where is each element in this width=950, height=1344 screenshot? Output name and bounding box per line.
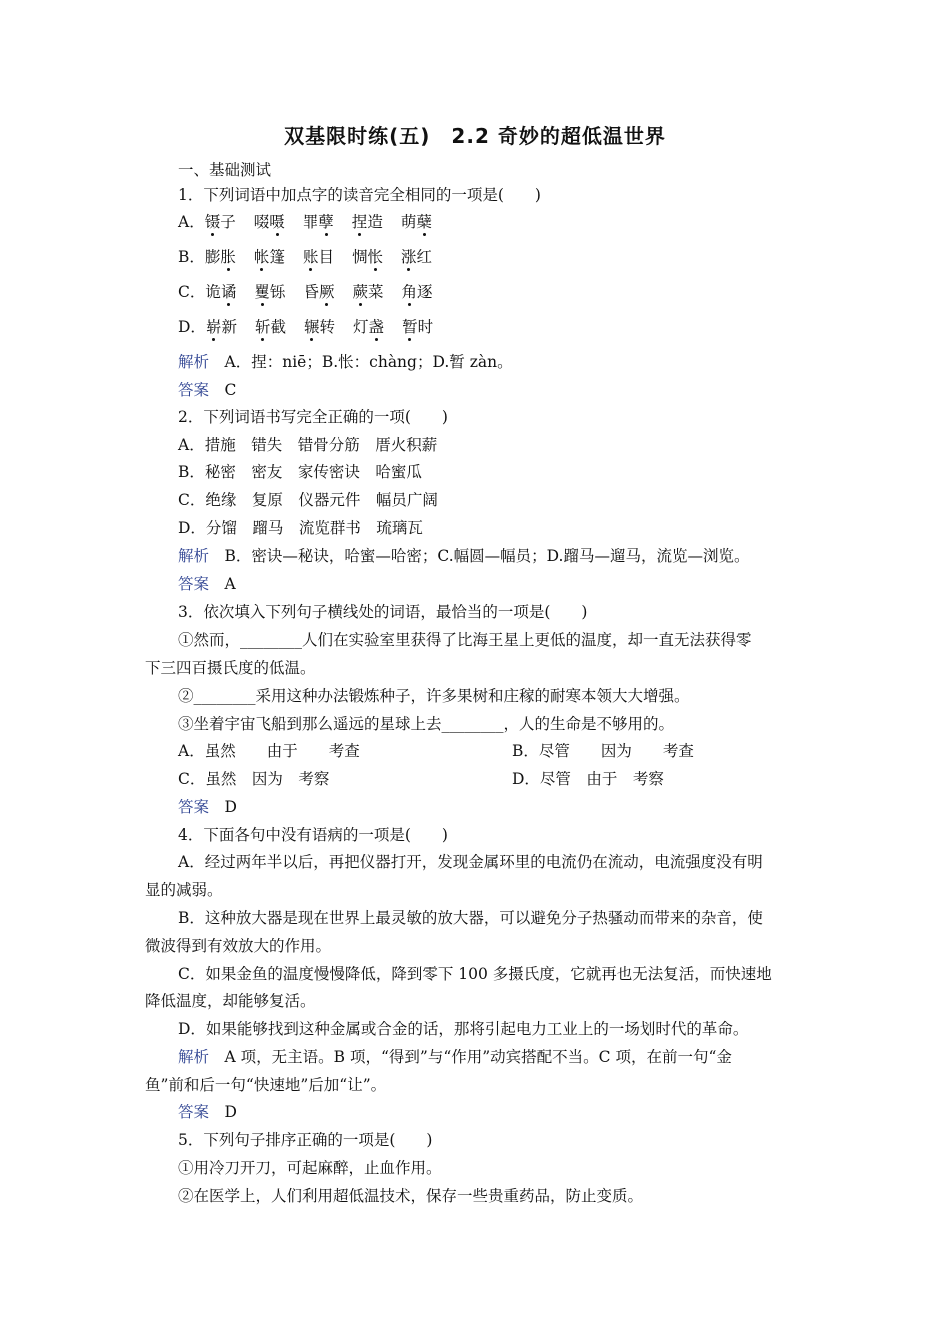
q4-analysis-cont: 鱼”前和后一句“快速地”后加“让”。 bbox=[145, 1076, 387, 1094]
q5-stem: 5．下列句子排序正确的一项是( ) bbox=[178, 1131, 433, 1149]
q5-sentence-2: ②在医学上，人们利用超低温技术，保存一些贵重药品，防止变质。 bbox=[178, 1187, 644, 1205]
q5-sentence-1: ①用冷刀开刀，可起麻醉，止血作用。 bbox=[178, 1159, 442, 1177]
answer-label: 答案 bbox=[178, 798, 210, 816]
section-heading: 一、基础测试 bbox=[178, 161, 272, 179]
page-title: 双基限时练(五) 2.2 奇妙的超低温世界 bbox=[284, 124, 666, 148]
q3-sentence-2: ②________采用这种办法锻炼种子，许多果树和庄稼的耐寒本领大大增强。 bbox=[178, 687, 690, 705]
q2-answer: 答案 A bbox=[178, 575, 236, 593]
q1-answer: 答案 C bbox=[178, 381, 237, 399]
q4-option-d: D．如果能够找到这种金属或合金的话，那将引起电力工业上的一场划时代的革命。 bbox=[178, 1020, 749, 1038]
q4-option-a: A．经过两年半以后，再把仪器打开，发现金属环里的电流仍在流动，电流强度没有明 bbox=[178, 853, 763, 871]
q3-option-c: C．虽然 因为 考察 bbox=[178, 770, 330, 788]
q3-option-a: A．虽然 由于 考查 bbox=[178, 742, 360, 760]
q2-option-a: A．措施 错失 错骨分筋 厝火积薪 bbox=[178, 436, 438, 454]
q3-option-b: B．尽管 因为 考查 bbox=[512, 742, 694, 760]
q4-option-b: B．这种放大器是现在世界上最灵敏的放大器，可以避免分子热骚动而带来的杂音，使 bbox=[178, 909, 763, 927]
q3-sentence-1: ①然而，________人们在实验室里获得了比海王星上更低的温度，却一直无法获得零 bbox=[178, 631, 752, 649]
q3-sentence-3: ③坐着宇宙飞船到那么遥远的星球上去________，人的生命是不够用的。 bbox=[178, 715, 675, 733]
q4-option-c: C．如果金鱼的温度慢慢降低，降到零下 100 多摄氏度，它就再也无法复活，而快速地 bbox=[178, 965, 772, 983]
q1-option-c: C．诡谲 矍铄 昏厥 蕨菜 角逐 bbox=[178, 283, 433, 301]
answer-label: 答案 bbox=[178, 1103, 210, 1121]
q4-option-b-cont: 微波得到有效放大的作用。 bbox=[145, 937, 332, 955]
analysis-label: 解析 bbox=[178, 353, 210, 371]
q4-stem: 4．下面各句中没有语病的一项是( ) bbox=[178, 826, 448, 844]
q3-sentence-1-cont: 下三四百摄氏度的低温。 bbox=[145, 659, 316, 677]
q3-stem: 3．依次填入下列句子横线处的词语，最恰当的一项是( ) bbox=[178, 603, 588, 621]
q1-option-d: D．崭新 斩截 辗转 灯盏 暂时 bbox=[178, 318, 434, 336]
q2-option-d: D．分馏 蹓马 流览群书 琉璃瓦 bbox=[178, 519, 423, 537]
q2-stem: 2．下列词语书写完全正确的一项( ) bbox=[178, 408, 448, 426]
q3-answer: 答案 D bbox=[178, 798, 237, 816]
q4-option-a-cont: 显的减弱。 bbox=[145, 881, 223, 899]
answer-label: 答案 bbox=[178, 575, 210, 593]
q3-option-d: D．尽管 由于 考察 bbox=[512, 770, 664, 788]
answer-label: 答案 bbox=[178, 381, 210, 399]
q2-option-c: C．绝缘 复原 仪器元件 幅员广阔 bbox=[178, 491, 438, 509]
q1-option-a: A．镊子 啜嗫 罪孽 捏造 萌蘖 bbox=[178, 213, 432, 231]
q4-option-c-cont: 降低温度，却能够复活。 bbox=[145, 992, 316, 1010]
q2-analysis: 解析 B．密诀—秘诀，哈蜜—哈密；C.幅圆—幅员；D.蹓马—遛马，流览—浏览。 bbox=[178, 547, 750, 565]
analysis-label: 解析 bbox=[178, 1048, 210, 1066]
q1-option-b: B．膨胀 帐篷 账目 惆怅 涨红 bbox=[178, 248, 433, 266]
q4-answer: 答案 D bbox=[178, 1103, 237, 1121]
q2-option-b: B．秘密 密友 家传密诀 哈蜜瓜 bbox=[178, 463, 422, 481]
q1-analysis: 解析 A．捏：niē；B.怅：chàng；D.暂 zàn。 bbox=[178, 353, 513, 371]
q1-stem: 1．下列词语中加点字的读音完全相同的一项是( ) bbox=[178, 186, 541, 204]
q4-analysis: 解析 A 项，无主语。B 项，“得到”与“作用”动宾搭配不当。C 项，在前一句“金 bbox=[178, 1048, 732, 1066]
analysis-label: 解析 bbox=[178, 547, 210, 565]
